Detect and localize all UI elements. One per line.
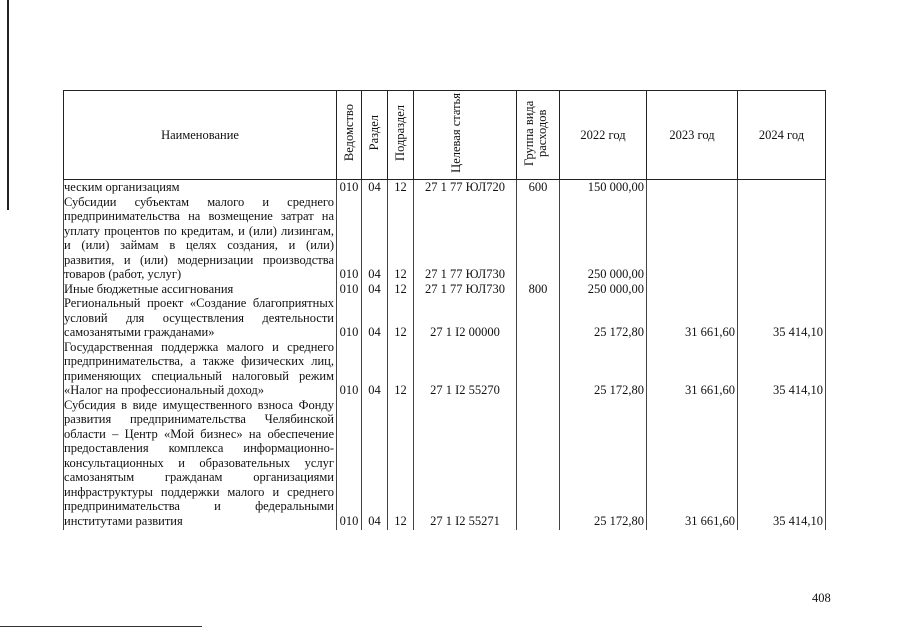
header-2023: 2023 год (647, 91, 738, 180)
row-2022: 25 172,80 (560, 398, 647, 529)
row-dept: 010 (337, 398, 362, 529)
row-target: 27 1 77 ЮЛ730 (414, 195, 517, 282)
row-target: 27 1 I2 55271 (414, 398, 517, 529)
row-name: Субсидии субъектам малого и среднего предпринимательства на возмещение затрат на уплату процентов по кредитам, и (или) лизингам, и (или) займам в целях создания, и (или) развития, и (или) модернизации производства товаров (работ, услуг) (64, 195, 337, 282)
row-2024 (738, 282, 826, 297)
row-2024: 35 414,10 (738, 340, 826, 398)
row-section: 04 (362, 195, 388, 282)
row-exp-group (517, 340, 560, 398)
row-2023 (647, 282, 738, 297)
row-2022: 250 000,00 (560, 195, 647, 282)
row-section: 04 (362, 340, 388, 398)
row-section: 04 (362, 282, 388, 297)
header-section: Раздел (362, 91, 388, 180)
row-2024 (738, 195, 826, 282)
scan-footer-line (0, 626, 202, 627)
row-2024 (738, 180, 826, 195)
row-section: 04 (362, 398, 388, 529)
row-dept: 010 (337, 180, 362, 195)
budget-table-wrapper (63, 90, 826, 530)
row-name: Государственная поддержка малого и среднего предпринимательства, а также физических лиц, применяющих специальный налоговый режим «Налог на профессиональный доход» (64, 340, 337, 398)
row-2022: 25 172,80 (560, 340, 647, 398)
row-target: 27 1 I2 00000 (414, 296, 517, 340)
table-end-spacer (64, 528, 826, 530)
row-subsection: 12 (388, 296, 414, 340)
table-row (64, 340, 826, 398)
row-dept: 010 (337, 296, 362, 340)
row-exp-group (517, 398, 560, 529)
row-2023: 31 661,60 (647, 398, 738, 529)
row-2023 (647, 195, 738, 282)
header-target: Целевая статья (414, 91, 517, 180)
row-target: 27 1 77 ЮЛ720 (414, 180, 517, 195)
row-name: Субсидия в виде имущественного взноса Фонду развития предпринимательства Челябинской области – Центр «Мой бизнес» на обеспечение предоставления комплекса информационно-консультационных и образовательных услуг самозанятым гражданам организациями инфраструктуры поддержки малого и среднего предпринимательства и федеральными институтами развития (64, 398, 337, 529)
row-2023: 31 661,60 (647, 296, 738, 340)
table-row (64, 398, 826, 529)
scan-edge-line (7, 0, 9, 210)
row-2022: 150 000,00 (560, 180, 647, 195)
budget-table (63, 90, 826, 530)
header-2022: 2022 год (560, 91, 647, 180)
row-name: ческим организациям (64, 180, 337, 195)
row-2023: 31 661,60 (647, 340, 738, 398)
table-body (64, 180, 826, 531)
row-name: Региональный проект «Создание благоприятных условий для осуществления деятельности самозанятыми гражданами» (64, 296, 337, 340)
row-subsection: 12 (388, 195, 414, 282)
row-section: 04 (362, 180, 388, 195)
table-row (64, 296, 826, 340)
row-exp-group (517, 296, 560, 340)
row-dept: 010 (337, 195, 362, 282)
row-exp-group: 600 (517, 180, 560, 195)
page-number: 408 (812, 591, 831, 605)
header-exp-group: Группа вида расходов (517, 91, 560, 180)
header-dept: Ведомство (337, 91, 362, 180)
table-row (64, 195, 826, 282)
row-2023 (647, 180, 738, 195)
header-name: Наименование (64, 91, 337, 180)
row-dept: 010 (337, 282, 362, 297)
row-exp-group: 800 (517, 282, 560, 297)
table-row (64, 180, 826, 195)
row-exp-group (517, 195, 560, 282)
table-header-row (64, 91, 826, 180)
header-subsection: Подраздел (388, 91, 414, 180)
row-target: 27 1 I2 55270 (414, 340, 517, 398)
row-subsection: 12 (388, 282, 414, 297)
row-name: Иные бюджетные ассигнования (64, 282, 337, 297)
row-2022: 25 172,80 (560, 296, 647, 340)
table-row (64, 282, 826, 297)
row-subsection: 12 (388, 180, 414, 195)
header-2024: 2024 год (738, 91, 826, 180)
row-target: 27 1 77 ЮЛ730 (414, 282, 517, 297)
row-subsection: 12 (388, 398, 414, 529)
row-2022: 250 000,00 (560, 282, 647, 297)
row-2024: 35 414,10 (738, 296, 826, 340)
row-dept: 010 (337, 340, 362, 398)
row-section: 04 (362, 296, 388, 340)
row-2024: 35 414,10 (738, 398, 826, 529)
row-subsection: 12 (388, 340, 414, 398)
